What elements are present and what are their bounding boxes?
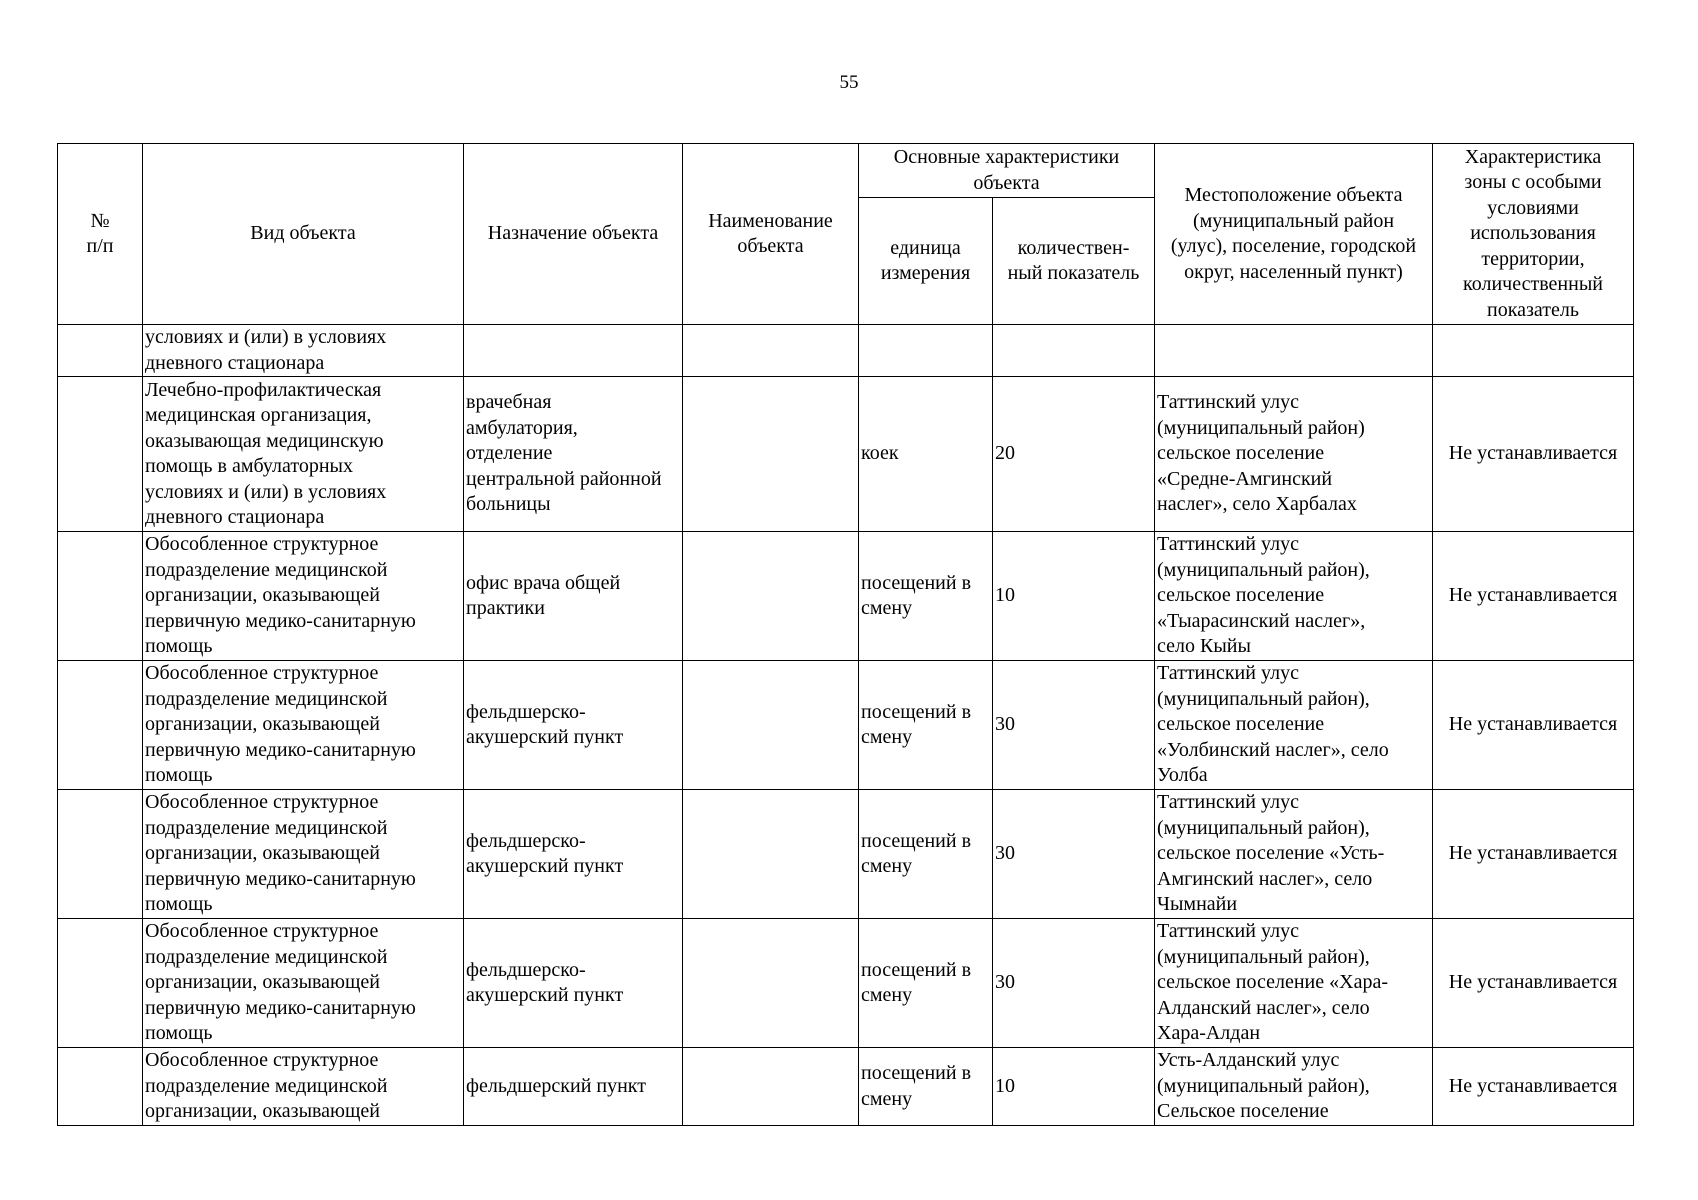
cell-zone: Не устанавливается <box>1433 532 1634 661</box>
cell-num <box>58 325 143 377</box>
cell-num <box>58 377 143 532</box>
cell-quantity <box>993 325 1155 377</box>
table-header <box>58 144 1634 325</box>
cell-location: Таттинский улус (муниципальный район), сельское поселение «Хара- Алданский наслег», село Хара-Алдан <box>1155 919 1433 1048</box>
cell-unit: посещений в смену <box>859 790 993 919</box>
cell-quantity: 30 <box>993 661 1155 790</box>
objects-table <box>57 143 1634 1126</box>
header-zone: Характеристика зоны с особыми условиями использования территории, количественный показатель <box>1433 144 1634 325</box>
cell-zone: Не устанавливается <box>1433 919 1634 1048</box>
table-row <box>58 1048 1634 1126</box>
cell-type: Обособленное структурное подразделение медицинской организации, оказывающей первичную медико-санитарную помощь <box>143 661 464 790</box>
cell-type: Обособленное структурное подразделение медицинской организации, оказывающей первичную медико-санитарную помощь <box>143 919 464 1048</box>
cell-num <box>58 919 143 1048</box>
cell-purpose: офис врача общей практики <box>464 532 683 661</box>
cell-num <box>58 532 143 661</box>
table-row <box>58 532 1634 661</box>
header-purpose: Назначение объекта <box>464 144 683 325</box>
cell-location: Таттинский улус (муниципальный район), сельское поселение «Усть- Амгинский наслег», село Чымнайи <box>1155 790 1433 919</box>
cell-unit: коек <box>859 377 993 532</box>
cell-purpose: фельдшерско- акушерский пункт <box>464 661 683 790</box>
cell-type: Обособленное структурное подразделение медицинской организации, оказывающей <box>143 1048 464 1126</box>
table-row <box>58 661 1634 790</box>
cell-purpose: фельдшерско- акушерский пункт <box>464 919 683 1048</box>
table-row <box>58 325 1634 377</box>
header-location: Местоположение объекта (муниципальный район (улус), поселение, городской округ, населенный пункт) <box>1155 144 1433 325</box>
cell-zone: Не устанавливается <box>1433 377 1634 532</box>
cell-purpose: фельдшерский пункт <box>464 1048 683 1126</box>
table-row <box>58 790 1634 919</box>
table-row <box>58 377 1634 532</box>
cell-name <box>683 919 859 1048</box>
cell-quantity: 10 <box>993 1048 1155 1126</box>
header-num: № п/п <box>58 144 143 325</box>
page-number: 55 <box>839 72 859 93</box>
cell-purpose: врачебная амбулатория, отделение центральной районной больницы <box>464 377 683 532</box>
cell-zone <box>1433 325 1634 377</box>
cell-location <box>1155 325 1433 377</box>
cell-name <box>683 325 859 377</box>
cell-location: Таттинский улус (муниципальный район) сельское поселение «Средне-Амгинский наслег», село Харбалах <box>1155 377 1433 532</box>
cell-type: Обособленное структурное подразделение медицинской организации, оказывающей первичную медико-санитарную помощь <box>143 790 464 919</box>
cell-name <box>683 661 859 790</box>
cell-num <box>58 1048 143 1126</box>
cell-quantity: 10 <box>993 532 1155 661</box>
cell-purpose: фельдшерско- акушерский пункт <box>464 790 683 919</box>
cell-num <box>58 790 143 919</box>
cell-name <box>683 377 859 532</box>
cell-unit: посещений в смену <box>859 661 993 790</box>
cell-purpose <box>464 325 683 377</box>
cell-unit: посещений в смену <box>859 919 993 1048</box>
cell-zone: Не устанавливается <box>1433 790 1634 919</box>
table-row <box>58 919 1634 1048</box>
cell-type: условиях и (или) в условиях дневного стационара <box>143 325 464 377</box>
cell-unit <box>859 325 993 377</box>
header-name: Наименование объекта <box>683 144 859 325</box>
cell-quantity: 30 <box>993 790 1155 919</box>
cell-unit: посещений в смену <box>859 1048 993 1126</box>
header-unit: единица измерения <box>859 198 993 325</box>
cell-quantity: 20 <box>993 377 1155 532</box>
cell-name <box>683 1048 859 1126</box>
cell-type: Обособленное структурное подразделение медицинской организации, оказывающей первичную медико-санитарную помощь <box>143 532 464 661</box>
cell-unit: посещений в смену <box>859 532 993 661</box>
cell-name <box>683 532 859 661</box>
cell-zone: Не устанавливается <box>1433 1048 1634 1126</box>
table-body <box>58 325 1634 1126</box>
cell-type: Лечебно-профилактическая медицинская организация, оказывающая медицинскую помощь в амбулаторных условиях и (или) в условиях дневного стационара <box>143 377 464 532</box>
header-quantity: количествен- ный показатель <box>993 198 1155 325</box>
cell-name <box>683 790 859 919</box>
header-main-characteristics: Основные характеристики объекта <box>859 144 1155 198</box>
header-type: Вид объекта <box>143 144 464 325</box>
cell-zone: Не устанавливается <box>1433 661 1634 790</box>
cell-location: Усть-Алданский улус (муниципальный район), Сельское поселение <box>1155 1048 1433 1126</box>
cell-num <box>58 661 143 790</box>
cell-quantity: 30 <box>993 919 1155 1048</box>
cell-location: Таттинский улус (муниципальный район), сельское поселение «Уолбинский наслег», село Уолба <box>1155 661 1433 790</box>
cell-location: Таттинский улус (муниципальный район), сельское поселение «Тыарасинский наслег», село Кыйы <box>1155 532 1433 661</box>
